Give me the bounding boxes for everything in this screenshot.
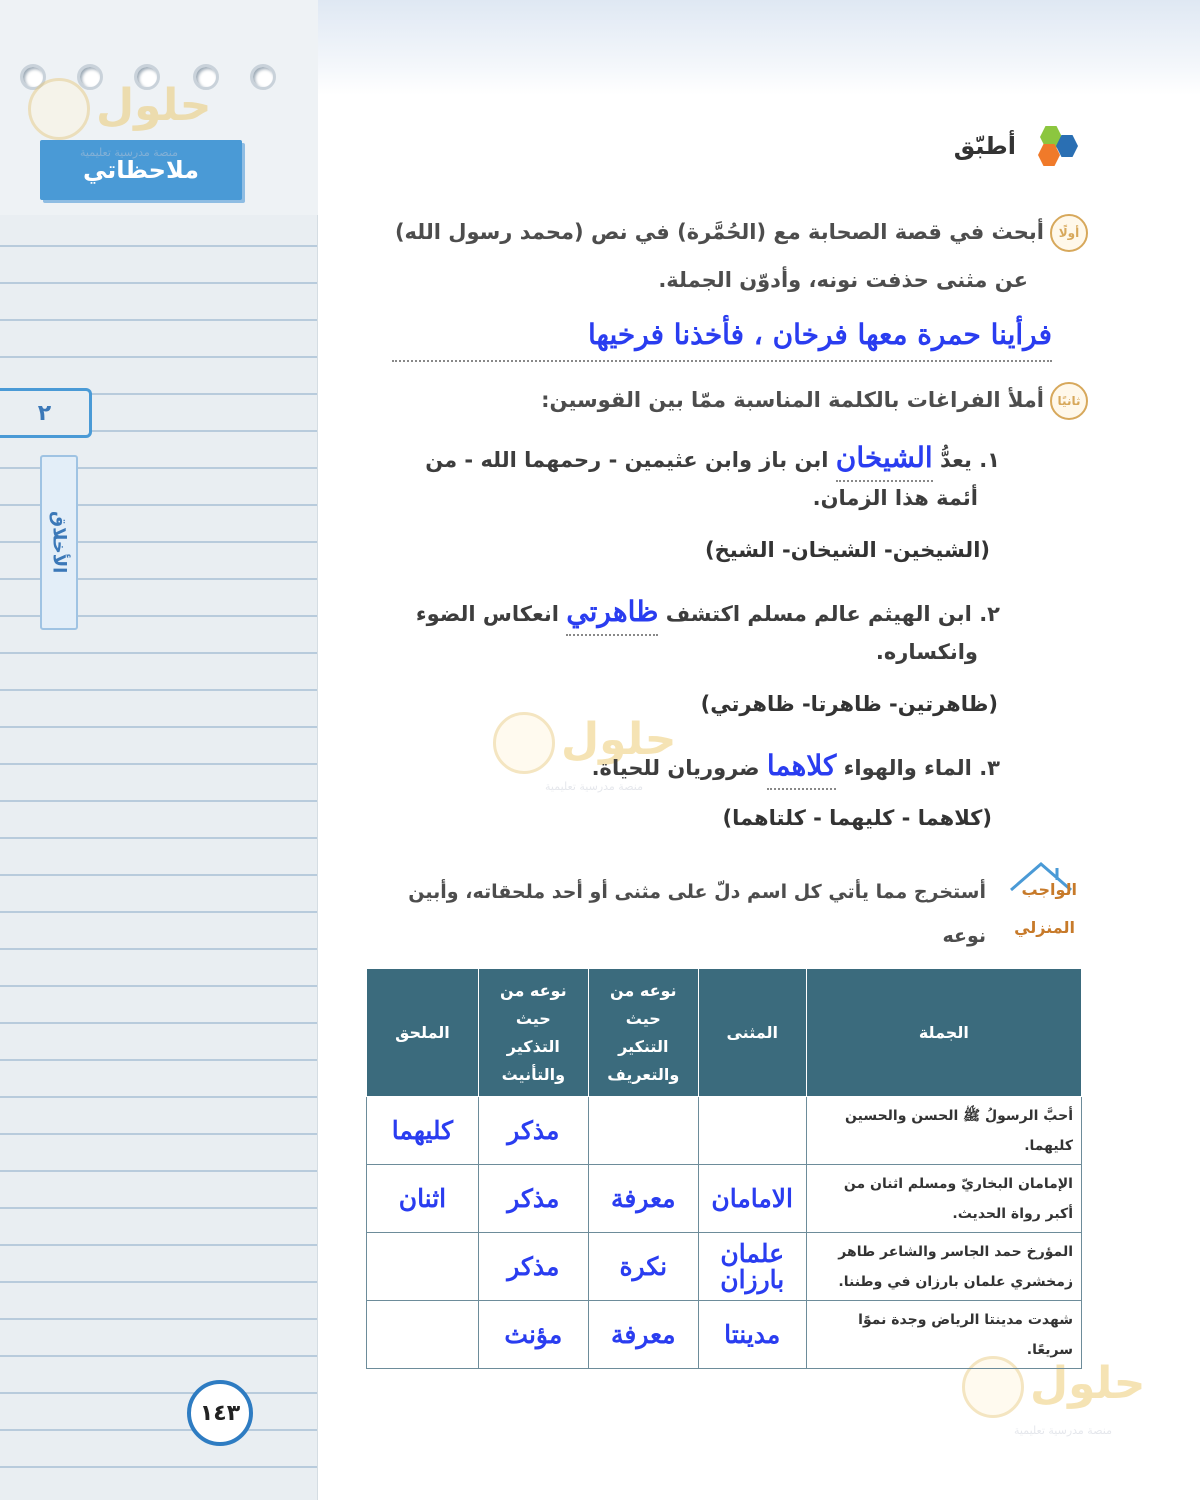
cell-dual[interactable]: علمان بارزان [698, 1233, 806, 1301]
item-text-before: ابن الهيثم عالم مسلم اكتشف [665, 602, 972, 626]
homework-badge-line1: الواجب [1021, 880, 1077, 899]
fill-item-1 [360, 438, 1000, 482]
cell-attached[interactable] [367, 1233, 479, 1301]
watermark-logo [962, 1356, 1192, 1446]
item-text-before: يعدُّ [940, 448, 972, 472]
page-top-band [318, 0, 1200, 95]
question-1 [368, 208, 1088, 304]
question-2 [368, 376, 1088, 424]
cell-gender[interactable]: مؤنث [478, 1301, 588, 1369]
cell-gender[interactable]: مذكر [478, 1165, 588, 1233]
homework-badge [1005, 860, 1077, 940]
item-number: ١. [979, 448, 1000, 472]
homework-table [366, 968, 1082, 1369]
unit-number: ٢ [0, 388, 92, 438]
cell-sentence: شهدت مدينتا الرياض وجدة نموًا سريعًا. [806, 1301, 1081, 1369]
item-line2: أئمة هذا الزمان. [812, 486, 978, 510]
table-row [367, 1233, 1082, 1301]
table-row [367, 1301, 1082, 1369]
item-answer: الشيخان [835, 441, 933, 474]
item-choices: (كلاهما - كليهما - كلتاهما) [722, 806, 992, 830]
fill-item-3 [360, 746, 1000, 790]
item-number: ٣. [979, 756, 1000, 780]
logo-circle-icon [28, 78, 90, 140]
table-header-row [367, 969, 1082, 1097]
question-badge: ثانيًا [1050, 382, 1088, 420]
table-row [367, 1097, 1082, 1165]
cell-definiteness[interactable]: معرفة [588, 1165, 698, 1233]
item-answer: كلاهما [766, 749, 837, 782]
homework-text-line1: أستخرج مما يأتي كل اسم دلّ على مثنى أو أحد ملحقاته، وأبين نوعه [408, 881, 986, 947]
cell-attached[interactable]: اثنان [367, 1165, 479, 1233]
item-text-after: ابن باز وابن عثيمين - رحمهما الله - من [425, 448, 829, 472]
cell-attached[interactable]: كليهما [367, 1097, 479, 1165]
cell-dual[interactable]: الامامان [698, 1165, 806, 1233]
page-number: ١٤٣ [187, 1380, 253, 1446]
question-1-text-line2: عن مثنى حذفت نونه، وأدوّن الجملة. [658, 268, 1028, 292]
header-definiteness: نوعه من حيث التنكير والتعريف [588, 969, 698, 1097]
watermark-tagline: منصة مدرسية تعليمية [80, 146, 178, 159]
header-gender: نوعه من حيث التذكير والتأنيث [478, 969, 588, 1097]
watermark-brand: حلول [561, 714, 677, 765]
cell-dual[interactable]: مدينتا [698, 1301, 806, 1369]
item-number: ٢. [979, 602, 1000, 626]
notes-sidebar [0, 0, 318, 1500]
blank [836, 438, 933, 482]
item-answer: ظاهرتي [566, 595, 659, 628]
question-2-text: أملأ الفراغات بالكلمة المناسبة ممّا بين القوسين: [541, 388, 1044, 412]
item-text-after: انعكاس الضوء [415, 602, 559, 626]
blank [767, 746, 837, 790]
item-text-after: ضروريان للحياة. [591, 756, 760, 780]
cell-gender[interactable]: مذكر [478, 1097, 588, 1165]
question-1-text: أبحث في قصة الصحابة مع (الحُمَّرة) في نص (محمد رسول الله) [394, 220, 1044, 244]
apply-heading [954, 126, 1082, 166]
question-badge: أولًا [1050, 214, 1088, 252]
unit-tab [40, 455, 78, 630]
watermark-brand: حلول [1030, 1358, 1146, 1409]
homework-badge-line2: المنزلي [1014, 918, 1075, 937]
cell-dual[interactable] [698, 1097, 806, 1165]
fill-item-2 [360, 592, 1000, 636]
item-choices: (ظاهرتين- ظاهرتا- ظاهرتي) [700, 692, 998, 716]
header-sentence: الجملة [806, 969, 1081, 1097]
header-attached: الملحق [367, 969, 479, 1097]
item-line2: وانكساره. [875, 640, 978, 664]
question-1-answer: فرأينا حمرة معها فرخان ، فأخذنا فرخيها [588, 318, 1052, 351]
apply-title: أطبّق [953, 132, 1016, 160]
watermark-logo [28, 78, 258, 168]
watermark-tagline: منصة مدرسية تعليمية [1014, 1424, 1112, 1437]
table-row [367, 1165, 1082, 1233]
cell-gender[interactable]: مذكر [478, 1233, 588, 1301]
cell-definiteness[interactable]: نكرة [588, 1233, 698, 1301]
cell-sentence: الإمامان البخاريّ ومسلم اثنان من أكبر رواة الحديث. [806, 1165, 1081, 1233]
watermark-brand: حلول [96, 80, 212, 131]
answer-line [392, 318, 1052, 362]
watermark-tagline: منصة مدرسية تعليمية [545, 780, 643, 793]
cell-attached[interactable] [367, 1301, 479, 1369]
unit-tab-label: الأخلاق [48, 511, 70, 574]
hexagons-icon [1024, 126, 1082, 166]
blank [566, 592, 658, 636]
notes-label: ملاحظاتي [40, 140, 242, 200]
cell-definiteness[interactable] [588, 1097, 698, 1165]
cell-sentence: المؤرخ حمد الجاسر والشاعر طاهر زمخشري علمان بارزان في وطننا. [806, 1233, 1081, 1301]
header-dual: المثنى [698, 969, 806, 1097]
item-choices: (الشيخين- الشيخان- الشيخ) [704, 538, 990, 562]
cell-definiteness[interactable]: معرفة [588, 1301, 698, 1369]
item-text-before: الماء والهواء [843, 756, 972, 780]
cell-sentence: أحبَّ الرسولُ ﷺ الحسن والحسين كليهما. [806, 1097, 1081, 1165]
